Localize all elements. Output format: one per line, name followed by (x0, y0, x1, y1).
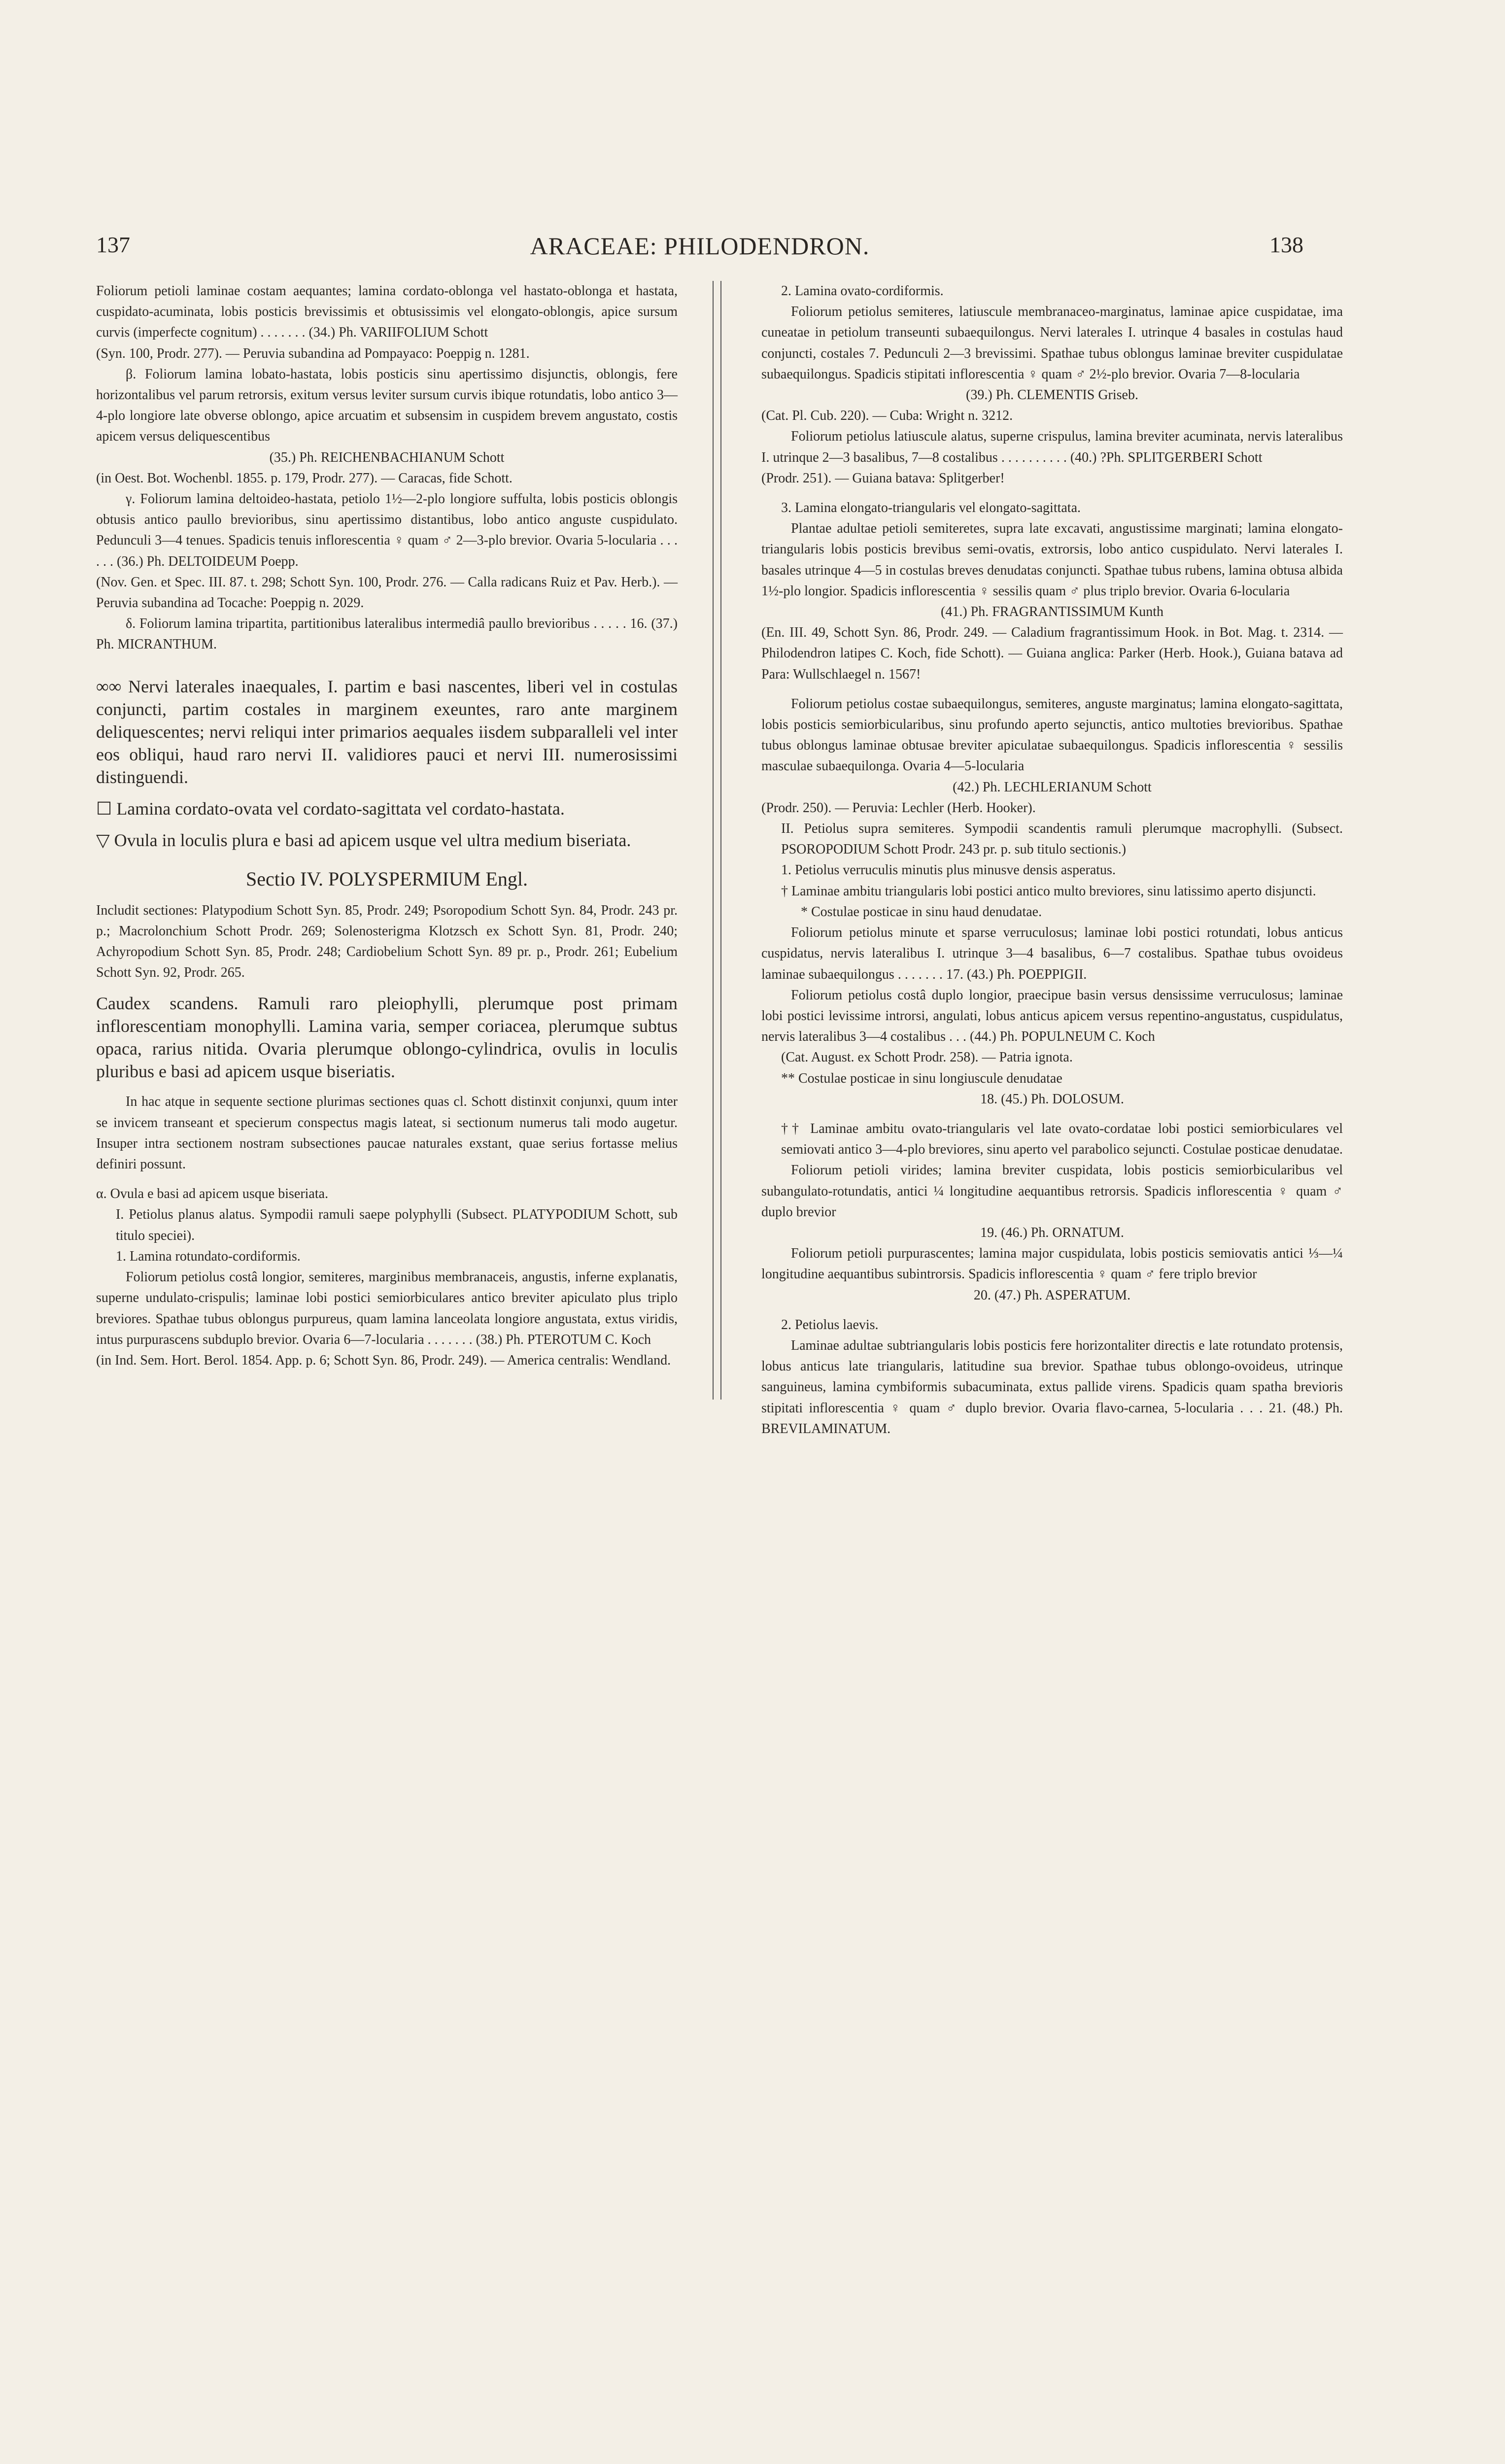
key-heading: 2. Lamina ovato-cordiformis. (781, 283, 944, 299)
species-name: 18. (45.) Ph. DOLOSUM. (980, 1091, 1124, 1107)
citation: (Cat. August. ex Schott Prodr. 258). — Patria ignota. (781, 1050, 1073, 1065)
left-column (96, 281, 678, 1371)
species-name: (35.) Ph. REICHENBACHIANUM Schott (269, 449, 505, 465)
citation: (Nov. Gen. et Spec. III. 87. t. 298; Schott Syn. 100, Prodr. 276. — Calla radicans Ruiz et Pav. Herb.). — Peruvia subandina ad Tocache: Poeppig n. 2029. (96, 574, 678, 611)
citation: (Prodr. 250). — Peruvia: Lechler (Herb. Hooker). (761, 800, 1036, 816)
paragraph: β. Foliorum lamina lobato-hastata, lobis posticis sinu apertissimo disjunctis, oblongis, fere horizontalibus vel parum retrorsis, exitum versus leviter sursum curvis ibique rotundatis, lobo antico 3—4-plo longiore late obverse oblongo, apice arcuatim et subsensim in cuspidem brevem angustato, costis apicem versus deliquescentibus (96, 366, 678, 445)
section-description: Caudex scandens. Ramuli raro pleiophylli, plerumque post primam inflorescentiam monophylli. Lamina varia, semper coriacea, plerumque subtus opaca, rarius nitida. Ovaria plerumque oblongo-cylindrica, ovulis in loculis pluribus e basi ad apicem usque biseriatis. (96, 993, 678, 1082)
key-heading: 1. Petiolus verruculis minutis plus minusve densis asperatus. (781, 862, 1116, 878)
key-heading: ** Costulae posticae in sinu longiuscule denudatae (781, 1070, 1062, 1086)
section-heading: Sectio IV. POLYSPERMIUM Engl. (246, 867, 528, 890)
paragraph: Foliorum petioli purpurascentes; lamina major cuspidulata, lobis posticis semiovatis antici ⅓—¼ longitudine aequantibus subintrorsis. Spadicis inflorescentia ♀ quam ♂ fere triplo brevior (761, 1246, 1343, 1282)
page-number-left: 137 (96, 232, 130, 257)
includes-note: Includit sectiones: Platypodium Schott Syn. 85, Prodr. 249; Psoropodium Schott Syn. 84, Prodr. 243 pr. p.; Macrolonchium Schott Prodr. 269; Solenosterigma Klotzsch ex Schott Syn. 81, Prodr. 240; Achyropodium Schott Syn. 85, Prodr. 248; Cardiobelium Schott Syn. 89 pr. p., Prodr. 261; Eubelium Schott Syn. 92, Prodr. 265. (96, 902, 678, 981)
key-heading: II. Petiolus supra semiteres. Sympodii scandentis ramuli plerumque macrophylli. (Subsect. PSOROPODIUM Schott Prodr. 243 pr. p. sub titulo sectionis.) (781, 821, 1343, 857)
citation: (Prodr. 251). — Guiana batava: Splitgerber! (761, 470, 1005, 486)
paragraph: Foliorum petiolus costâ longior, semiteres, marginibus membranaceis, angustis, inferne explanatis, superne undulato-crispulis; laminae lobi postici semiorbiculares antico breviter apiculato plus triplo breviores. Spathae tubus oblongus purpureus, quam lamina lanceolata longiore angustata, extus viridis, intus purpurascens subduplo brevior. Ovaria 6—7-locularia . . . . . . . (38.) Ph. PTEROTUM C. Koch (96, 1269, 678, 1347)
paragraph: In hac atque in sequente sectione plurimas sectiones quas cl. Schott distinxit conjunxi, quum inter se invicem transeant et specierum conspectus magis lateat, si sectionum numerus tali modo augetur. Insuper intra sectionem nostram subsectiones paucae naturales exstant, quae serius fortasse melius definiri possunt. (96, 1094, 678, 1172)
key-heading: α. Ovula e basi ad apicem usque biseriata. (96, 1186, 329, 1202)
paragraph: Foliorum petiolus semiteres, latiuscule membranaceo-marginatus, laminae apice cuspidatae, ima cuneatae in petiolum transeunti subaequilongus. Nervi laterales I. utrinque 4 basales in costulas haud conjuncti, costales 7. Pedunculi 2—3 brevissimi. Spathae tubus oblongus laminae breviter cuspidulatae subaequilongus. Spadicis stipitati inflorescentia ♀ quam ♂ 2½-plo brevior. Ovaria 7—8-locularia (761, 304, 1343, 382)
paragraph: γ. Foliorum lamina deltoideo-hastata, petiolo 1½—2-plo longiore suffulta, lobis posticis oblongis obtusis antico paullo brevioribus, sinu apertissimo distantibus, lobo antico anguste cuspidulato. Pedunculi 3—4 tenues. Spadicis tenuis inflorescentia ♀ quam ♂ 2—3-plo brevior. Ovaria 5-locularia . . . . . . (36.) Ph. DELTOIDEUM Poepp. (96, 491, 678, 569)
key-heading: ▽ Ovula in loculis plura e basi ad apicem usque vel ultra medium biseriata. (96, 830, 631, 850)
paragraph: Foliorum petiolus costae subaequilongus, semiteres, anguste marginatus; lamina elongato-sagittata, lobis posticis semiorbicularibus, sinu profundo aperto sejunctis, antico multoties brevioribus. Spathae tubus oblongus laminae obtusae breviter apiculatae subaequilongus. Spadicis inflorescentia ♀ sessilis masculae subaequilonga. Ovaria 4—5-locularia (761, 696, 1343, 774)
key-heading: ∞∞ Nervi laterales inaequales, I. partim e basi nascentes, liberi vel in costulas conjuncti, partim costales in marginem exeuntes, raro ante marginem deliquescentes; nervi reliqui inter primarios aequales iisdem subparalleli vel inter eos obliqui, haud raro nervi II. validiores pauci et nervi III. numerosissimi distinguendi. (96, 676, 678, 787)
column-divider (713, 281, 721, 1400)
species-name: (41.) Ph. FRAGRANTISSIMUM Kunth (941, 604, 1163, 620)
paragraph: Plantae adultae petioli semiteretes, supra late excavati, angustissime marginati; lamina elongato-triangularis lobis posticis brevibus semi-ovatis, extrorsis, lobo antico cuspidulato. Nervi laterales I. basales utrinque 4—5 in costulas breves denudatas conjuncti. Spathae tubus rubens, lamina obtusa albida 1½-plo longior. Spadicis inflorescentia ♀ sessilis quam ♂ plus triplo brevior. Ovaria 6-locularia (761, 521, 1343, 599)
species-name: (39.) Ph. CLEMENTIS Griseb. (966, 387, 1138, 403)
citation: (in Ind. Sem. Hort. Berol. 1854. App. p. 6; Schott Syn. 86, Prodr. 249). — America centralis: Wendland. (96, 1352, 671, 1368)
citation: (Cat. Pl. Cub. 220). — Cuba: Wright n. 3212. (761, 408, 1013, 424)
paragraph: δ. Foliorum lamina tripartita, partitionibus lateralibus intermediâ paullo brevioribus . . . . . 16. (37.) Ph. MICRANTHUM. (96, 616, 678, 652)
paragraph: Foliorum petioli laminae costam aequantes; lamina cordato-oblonga vel hastato-oblonga et hastata, cuspidato-acuminata, lobis posticis brevissimis et obtusissimis vel elongato-oblongis, apice sursum curvis (imperfecte cognitum) . . . . . . . (34.) Ph. VARIIFOLIUM Schott (96, 283, 678, 341)
key-heading: † Laminae ambitu triangularis lobi postici antico multo breviores, sinu latissimo aperto disjuncti. (781, 883, 1316, 899)
key-heading: I. Petiolus planus alatus. Sympodii ramuli saepe polyphylli (Subsect. PLATYPODIUM Schott, sub titulo speciei). (116, 1207, 678, 1243)
key-heading: 3. Lamina elongato-triangularis vel elongato-sagittata. (781, 500, 1081, 516)
paragraph: Foliorum petiolus minute et sparse verruculosus; laminae lobi postici rotundati, lobus anticus cuspidatus, nervis lateralibus I. utrinque 3—4 basalibus, 6—7 costalibus. Spathae tubus ovoideus laminae subaequilongus . . . . . . . 17. (43.) Ph. POEPPIGII. (761, 925, 1343, 982)
citation: (Syn. 100, Prodr. 277). — Peruvia subandina ad Pompayaco: Poeppig n. 1281. (96, 345, 530, 361)
key-heading: †† Laminae ambitu ovato-triangularis vel late ovato-cordatae lobi postici semiorbiculares vel semiovati antico 3—4-plo breviores, sinu aperto vel parabolico sejuncti. Costulae posticae denudatae. (781, 1121, 1343, 1158)
page-number-right: 138 (1269, 232, 1303, 257)
species-name: 20. (47.) Ph. ASPERATUM. (973, 1287, 1131, 1303)
paragraph: Foliorum petiolus costâ duplo longior, praecipue basin versus densissime verruculosus; laminae lobi postici levissime introrsi, angulati, lobus anticus apicem versus repentino-angustatus, cuspidulatus, nervis lateralibus 3—4 costalibus . . . (44.) Ph. POPULNEUM C. Koch (761, 987, 1343, 1045)
citation: (En. III. 49, Schott Syn. 86, Prodr. 249. — Caladium fragrantissimum Hook. in Bot. Mag. t. 2314. — Philodendron latipes C. Koch, fide Schott). — Guiana anglica: Parker (Herb. Hook.), Guiana batava ad Para: Wullschlaegel n. 1567! (761, 625, 1343, 682)
citation: (in Oest. Bot. Wochenbl. 1855. p. 179, Prodr. 277). — Caracas, fide Schott. (96, 470, 513, 486)
species-name: (42.) Ph. LECHLERIANUM Schott (953, 779, 1152, 795)
key-heading: 1. Lamina rotundato-cordiformis. (116, 1248, 301, 1264)
paragraph: Laminae adultae subtriangularis lobis posticis fere horizontaliter directis e late rotundato protensis, lobus anticus late triangularis, latitudine sua brevior. Spathae tubus oblongo-ovoideus, utrinque sanguineus, lamina cymbiformis subacuminata, extus pallide virens. Spadicis quam spatha brevioris stipitati inflorescentia ♀ quam ♂ duplo brevior. Ovaria flavo-carnea, 5-locularia . . . 21. (48.) Ph. BREVILAMINATUM. (761, 1337, 1343, 1437)
running-title: ARACEAE: PHILODENDRON. (530, 232, 870, 260)
paragraph: Foliorum petioli virides; lamina breviter cuspidata, lobis posticis semiorbicularibus vel subangulato-rotundatis, antici ¼ longitudine aequantibus retrorsis. Spadicis inflorescentia ♀ quam ♂ duplo brevior (761, 1163, 1343, 1220)
key-heading: ☐ Lamina cordato-ovata vel cordato-sagittata vel cordato-hastata. (96, 798, 565, 819)
species-name: 19. (46.) Ph. ORNATUM. (980, 1225, 1124, 1240)
key-heading: * Costulae posticae in sinu haud denudatae. (801, 904, 1042, 920)
paragraph: Foliorum petiolus latiuscule alatus, superne crispulus, lamina breviter acuminata, nervis lateralibus I. utrinque 2—3 basalibus, 7—8 costalibus . . . . . . . . . . (40.) ?Ph. SPLITGERBERI Schott (761, 429, 1343, 465)
right-column (761, 281, 1343, 1439)
page-header (96, 232, 1303, 266)
key-heading: 2. Petiolus laevis. (781, 1317, 879, 1333)
